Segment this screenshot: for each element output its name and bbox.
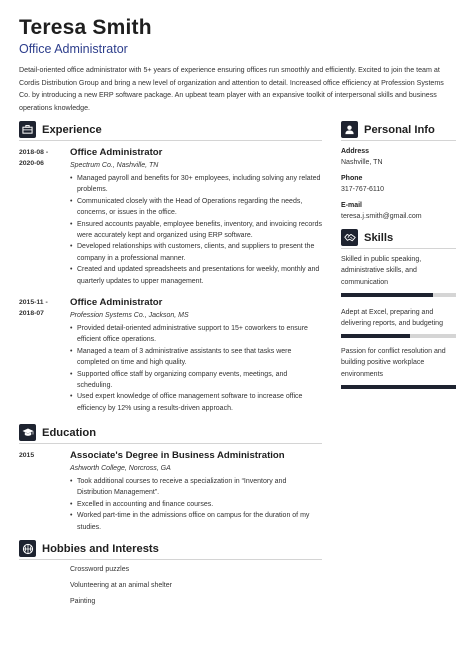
list-item: • Excelled in accounting and finance courses. bbox=[70, 499, 322, 510]
list-item: • Ensured accounts payable, employee benefits, inventory, and invoicing records were accurately kept and organized using ERP software. bbox=[70, 219, 322, 242]
experience-divider bbox=[19, 140, 322, 141]
skill-2-fill bbox=[341, 334, 410, 338]
list-item: • Supported office staff by organizing company events, meetings, and scheduling. bbox=[70, 369, 322, 392]
personal-info-heading: Personal Info bbox=[364, 123, 435, 136]
hobby-item: Painting bbox=[70, 598, 96, 605]
list-item: • Communicated closely with the Head of Operations regarding the needs, concerns, or issues in the office. bbox=[70, 196, 322, 219]
list-item: • Worked part-time in the admissions office on campus for the duration of my studies. bbox=[70, 510, 322, 533]
briefcase-icon bbox=[19, 121, 36, 138]
address-value: Nashville, TN bbox=[341, 159, 383, 166]
graduation-cap-icon bbox=[19, 424, 36, 441]
education-bullets bbox=[70, 476, 322, 533]
list-item: • Created and updated spreadsheets and presentations for weekly, monthly and quarterly updates to upper management. bbox=[70, 264, 322, 287]
basketball-icon bbox=[19, 540, 36, 557]
skill-1-text: Skilled in public speaking, administrative skills, and communication bbox=[341, 256, 422, 286]
skill-1-fill bbox=[341, 293, 433, 297]
skills-heading: Skills bbox=[364, 231, 394, 244]
job-1-date bbox=[19, 148, 48, 169]
list-item: • Took additional courses to receive a specialization in “Inventory and Distribution Management”. bbox=[70, 476, 322, 499]
experience-heading: Experience bbox=[42, 123, 102, 136]
list-item: • Provided detail-oriented administrative support to 15+ coworkers to ensure efficient office operations. bbox=[70, 323, 322, 346]
job-1-title: Office Administrator bbox=[70, 147, 163, 158]
personal-info-divider bbox=[341, 140, 456, 141]
candidate-title: Office Administrator bbox=[19, 42, 128, 56]
job-2-date bbox=[19, 298, 48, 319]
job-2-company: Profession Systems Co., Jackson, MS bbox=[70, 312, 189, 319]
skills-section-header bbox=[341, 229, 393, 246]
list-item: • Used expert knowledge of office management software to increase office efficiency by 12% using a results-driven approach. bbox=[70, 391, 322, 414]
phone-label: Phone bbox=[341, 175, 363, 182]
experience-section-header bbox=[19, 121, 102, 138]
skill-2-text: Adept at Excel, preparing and delivering reports, and budgeting bbox=[341, 309, 443, 328]
email-value: teresa.j.smith@gmail.com bbox=[341, 213, 422, 220]
education-degree: Associate's Degree in Business Administration bbox=[70, 450, 285, 461]
job-2-bullets bbox=[70, 323, 322, 414]
education-school: Ashworth College, Norcross, GA bbox=[70, 465, 171, 472]
skills-divider bbox=[341, 248, 456, 249]
job-2-date-start: 2015-11 - bbox=[19, 299, 48, 306]
summary-paragraph: Detail-oriented office administrator with 5+ years of experience ensuring offices run smoothly and efficiently. Excited to join the team at Cordis Distribution Group and bring a new level of organization and attention to detail. Increased office efficiency at Profession Systems Co. by introducing a new ERP software package. An upbeat team player with an expansive toolkit of interpersonal skills and business operations knowledge. bbox=[19, 66, 444, 112]
job-1-bullets bbox=[70, 173, 322, 287]
skill-1-bar bbox=[341, 293, 456, 297]
address-label: Address bbox=[341, 148, 370, 155]
skill-3-text: Passion for conflict resolution and building positive workplace environments bbox=[341, 348, 446, 378]
candidate-name: Teresa Smith bbox=[19, 16, 152, 39]
education-section-header bbox=[19, 424, 96, 441]
hobbies-divider bbox=[19, 559, 322, 560]
education-divider bbox=[19, 443, 322, 444]
job-2-date-end: 2018-07 bbox=[19, 309, 44, 317]
skill-2-bar bbox=[341, 334, 456, 338]
list-item: • Managed payroll and benefits for 30+ employees, including solving any related problems. bbox=[70, 173, 322, 196]
email-label: E-mail bbox=[341, 202, 363, 209]
handshake-icon bbox=[341, 229, 358, 246]
job-1-date-end: 2020-06 bbox=[19, 159, 44, 167]
skill-3-bar bbox=[341, 385, 456, 389]
hobbies-heading: Hobbies and Interests bbox=[42, 542, 159, 555]
hobbies-section-header bbox=[19, 540, 159, 557]
list-item: • Developed relationships with customers, clients, and suppliers to present the company in a professional manner. bbox=[70, 241, 322, 264]
phone-value: 317-767-6110 bbox=[341, 186, 385, 193]
list-item: • Managed a team of 3 administrative assistants to see that tasks were completed on time and high quality. bbox=[70, 346, 322, 369]
user-icon bbox=[341, 121, 358, 138]
personal-info-section-header bbox=[341, 121, 435, 138]
skill-3-fill bbox=[341, 385, 456, 389]
hobby-item: Crossword puzzles bbox=[70, 566, 130, 573]
education-date: 2015 bbox=[19, 452, 35, 459]
job-2-title: Office Administrator bbox=[70, 297, 163, 308]
hobby-item: Volunteering at an animal shelter bbox=[70, 582, 172, 589]
job-1-company: Spectrum Co., Nashville, TN bbox=[70, 162, 159, 169]
job-1-date-start: 2018-08 - bbox=[19, 149, 49, 156]
education-heading: Education bbox=[42, 426, 97, 439]
